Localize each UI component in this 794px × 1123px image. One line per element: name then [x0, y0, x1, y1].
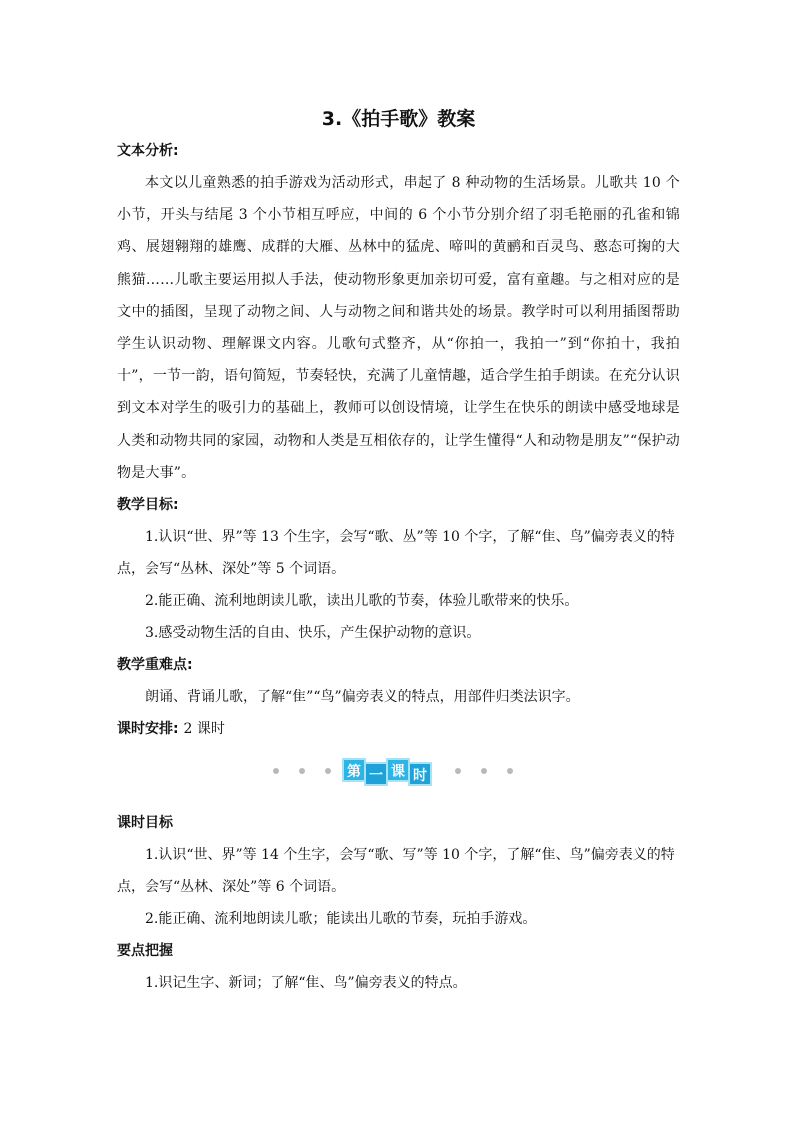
lesson-goal-item: 2.能正确、流利地朗读儿歌；能读出儿歌的节奏，玩拍手游戏。: [145, 911, 537, 928]
lesson-divider: [117, 745, 680, 807]
lesson-badge-char: 第: [342, 758, 366, 782]
divider-dot: [481, 768, 487, 774]
section-lesson-goals: [117, 807, 680, 935]
teaching-goals-heading: 教学目标:: [117, 497, 179, 514]
key-points-paragraph: 朗诵、背诵儿歌，了解“隹”“鸟”偏旁表义的特点，用部件归类法识字。: [145, 689, 580, 706]
divider-dot: [455, 768, 461, 774]
lesson-badge-char: 一: [364, 762, 388, 786]
lesson-badge-char: 课: [386, 758, 410, 782]
teaching-goal-item: 2.能正确、流利地朗读儿歌，读出儿歌的节奏，体验儿歌带来的快乐。: [145, 593, 579, 610]
divider-dots-left: [273, 768, 331, 774]
text-analysis-paragraph: 本文以儿童熟悉的拍手游戏为活动形式，串起了 8 种动物的生活场景。儿歌共 10 个小节，开头与结尾 3 个小节相互呼应，中间的 6 个小节分别介绍了羽毛艳丽的孔雀和锦鸡、展翅翱翔的雄鹰、成群的大雁、丛林中的猛虎、啼叫的黄鹂和百灵鸟、憨态可掬的大熊猫……儿歌主要运用拟人手法，使动物形象更加亲切可爱，富有童趣。与之相对应的是文中的插图，呈现了动物之间、人与动物之间和谐共处的场景。教学时可以利用插图帮助学生认识动物、理解课文内容。儿歌句式整齐，从“你拍一，我拍一”到“你拍十，我拍十”，一节一韵，语句简短，节奏轻快，充满了儿童情趣，适合学生拍手朗读。在充分认识到文本对学生的吸引力的基础上，教师可以创设情境，让学生在快乐的朗读中感受地球是人类和动物共同的家园，动物和人类是互相依存的，让学生懂得“人和动物是朋友”“保护动物是大事”。: [117, 175, 680, 481]
document-title: 3.《拍手歌》教案: [321, 108, 476, 130]
section-text-analysis: [117, 135, 680, 489]
divider-dot: [325, 768, 331, 774]
text-analysis-heading: 文本分析:: [117, 143, 179, 159]
divider-dot: [299, 768, 305, 774]
divider-dot: [507, 768, 513, 774]
teaching-goal-item: 3.感受动物生活的自由、快乐，产生保护动物的意识。: [145, 625, 481, 642]
section-key-points: [117, 649, 680, 713]
schedule-value: 2 课时: [183, 721, 225, 738]
lesson-goal-item: 1.认识“世、界”等 14 个生字，会写“歌、写”等 10 个字，了解“隹、鸟”偏旁表义的特点，会写“丛林、深处”等 6 个词语。: [117, 847, 675, 896]
document-page: [117, 103, 680, 999]
schedule-line: [117, 713, 680, 745]
section-teaching-goals: [117, 489, 680, 649]
section-essentials: [117, 935, 680, 999]
key-points-heading: 教学重难点:: [117, 657, 193, 674]
teaching-goal-item: 1.认识“世、界”等 13 个生字，会写“歌、丛”等 10 个字，了解“隹、鸟”偏旁表义的特点，会写“丛林、深处”等 5 个词语。: [117, 529, 675, 578]
lesson-badge-char: 时: [408, 762, 432, 786]
essentials-heading: 要点把握: [117, 943, 173, 960]
lesson-badge: [342, 758, 430, 785]
divider-dot: [273, 768, 279, 774]
lesson-goals-heading: 课时目标: [117, 815, 173, 832]
divider-dots-right: [455, 768, 513, 774]
schedule-label: 课时安排:: [117, 721, 179, 738]
essentials-item: 1.识记生字、新词；了解“隹、鸟”偏旁表义的特点。: [145, 975, 467, 992]
